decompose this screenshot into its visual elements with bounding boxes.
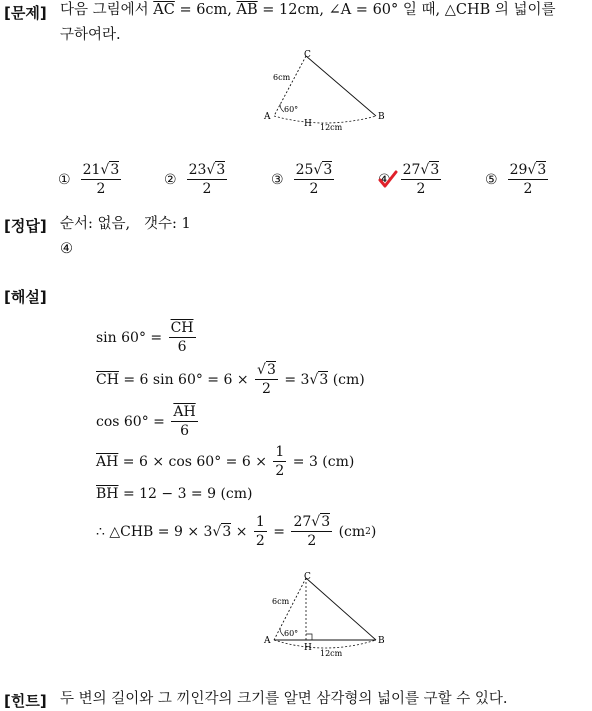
solution-line-3: cos 60° = $\frac{\overline{AH}}{6}$ [96,404,196,440]
choice-2[interactable]: ② $\frac{23√3}{2}$ [164,162,226,198]
solution-line-6: ∴ △CHB = 9 × 3 √3 × $\frac{1}{2}$ = $\frac{27√3}{2}$ (cm 2 ) [96,514,377,550]
solution-triangle-figure [258,568,390,660]
label-6cm: 6cm [272,597,290,606]
right-angle-mark [306,634,312,640]
hint-text: 두 변의 길이와 그 끼인각의 크기를 알면 삼각형의 넓이를 구할 수 있다. [60,691,508,707]
solution-line-1: sin 60° = $\frac{\overline{CH}}{6}$ [96,320,194,356]
label-h: H [304,119,312,129]
side-ab-arc [274,640,376,648]
label-c: C [304,50,311,60]
solution-line-2: $\overline{CH}$ = 6 sin 60° = 6 × $\frac{√3}{2}$ = 3 √3 (cm) [96,362,365,398]
answer-info: 순서: 없음, 갯수: 1 [60,216,191,232]
hint-tag: [힌트] [4,692,47,710]
problem-line-2: 구하여라. [60,27,121,43]
choice-marker: ① [58,171,71,188]
choice-5[interactable]: ⑤ $\frac{29√3}{2}$ [485,162,547,198]
label-h: H [304,643,312,653]
segment-ac: $\overline{AC}$ [153,2,175,18]
choice-4[interactable]: ④ $\frac{27√3}{2}$ [378,162,440,198]
side-cb-line [306,56,376,116]
side-cb-line [306,578,376,640]
label-12cm: 12cm [320,649,343,658]
label-b: B [378,636,385,646]
side-ab-arc [274,116,376,123]
problem-line-1: 다음 그림에서 $\overline{AC} = 6cm$, $\overline{AB} = 12cm$, ∠A = 60° 일 때, △CHB 의 넓이를 [60,2,556,18]
answer-tag: [정답] [4,217,47,235]
choice-marker: ④ [378,172,391,188]
solution-line-5: $\overline{BH}$ = 12 − 3 = 9 (cm) [96,486,253,502]
choice-marker: ⑤ [485,171,498,188]
choice-3[interactable]: ③ $\frac{25√3}{2}$ [271,162,333,198]
problem-tag: [문제] [4,4,47,22]
label-60: 60° [284,629,299,638]
label-6cm: 6cm [273,73,291,82]
segment-ab: $\overline{AB}$ [236,2,258,18]
label-a: A [264,112,271,122]
answer-value: ④ [60,241,73,257]
label-60: 60° [284,105,299,114]
label-a: A [264,636,271,646]
label-12cm: 12cm [320,123,343,132]
choice-1[interactable]: ① $\frac{21√3}{2}$ [58,162,120,198]
triangle-figure [258,46,390,132]
solution-tag: [해설] [4,288,47,306]
label-b: B [378,112,385,122]
solution-line-4: $\overline{AH}$ = 6 × cos 60° = 6 × $\frac{1}{2}$ = 3 (cm) [96,444,355,480]
check-mark-icon [378,169,398,189]
choice-marker: ② [164,171,177,188]
label-c: C [304,572,311,582]
choice-marker: ③ [271,171,284,188]
